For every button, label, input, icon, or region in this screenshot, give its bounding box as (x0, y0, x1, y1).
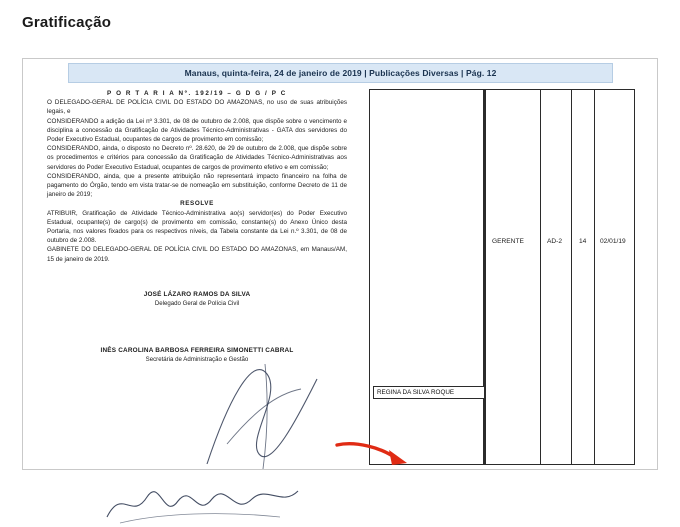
portaria-title: P O R T A R I A Nº. 192/19 – G D G / P C (107, 90, 287, 97)
portaria-paragraph-4: CONSIDERANDO, ainda, que a presente atribuição não representará impacto financeiro na folha de pagamento do Órgão, tendo em vista tratar-se de nomeação em substituição, conforme Decreto de 11 de janeiro de 2019; (47, 172, 347, 199)
table-cell-position: GERENTE (492, 238, 524, 245)
table-cell-date: 02/01/19 (600, 238, 626, 245)
document-header-banner (68, 63, 613, 83)
table-cell-points: 14 (579, 238, 587, 245)
document-frame (22, 58, 658, 470)
signature-name-1: JOSÉ LÁZARO RAMOS DA SILVA (143, 290, 251, 298)
signature-role-2: Secretária de Administração e Gestão (145, 355, 249, 363)
table-cell-name: REGINA DA SILVA ROQUE (377, 389, 455, 396)
portaria-paragraph-3: CONSIDERANDO, ainda, o disposto no Decreto nº. 28.620, de 29 de outubro de 2.008, que dispõe sobre os procedimentos e critérios para concessão da Gratificação de Atividades Técnico-Administrativas aos servidores do Poder Executivo Estadual, ocupantes de cargos de provimento efetivo e em comissão; (47, 145, 347, 171)
resolve-paragraph: ATRIBUIR, Gratificação de Atividade Técnico-Administrativa ao(s) servidor(es) do Poder Executivo Estadual, ocupante(s) de cargo(s) de provimento em comissão, constante(s) do Anexo Único desta Portaria, nos valores fixados para os respectivos níveis, da Tabela constante da Lei n.º 3.301, de 08 de outubro de 2.008. (47, 209, 347, 245)
portaria-paragraph-2: CONSIDERANDO a adição da Lei nº 3.301, de 08 de outubro de 2.008, que dispõe sobre o vencimento e disciplina a concessão da Gratificação de Atividades Técnico-Administrativas - GATA dos servidores do Poder Executivo Estadual, ocupantes de cargos de provimento em comissão; (47, 117, 347, 144)
highlighted-name-cell (373, 386, 485, 399)
portaria-paragraph-1: O DELEGADO-GERAL DE POLÍCIA CIVIL DO ESTADO DO AMAZONAS, no uso de suas atribuições legais, e (47, 99, 347, 116)
handwritten-signature-mark-2 (102, 477, 302, 527)
signature-block-1 (47, 290, 347, 308)
table-column-divider-4 (594, 90, 595, 464)
signature-block-2 (47, 346, 347, 364)
document-header-text: Manaus, quinta-feira, 24 de janeiro de 2019 | Publicações Diversas | Pág. 12 (184, 68, 497, 78)
page-title: Gratificação (22, 14, 112, 31)
document-body (47, 89, 635, 465)
annex-table (369, 89, 635, 465)
closing-paragraph: GABINETE DO DELEGADO-GERAL DE POLÍCIA CIVIL DO ESTADO DO AMAZONAS, em Manaus/AM, 15 de janeiro de 2019. (47, 246, 347, 263)
table-cell-level: AD-2 (547, 238, 563, 245)
signature-role-1: Delegado Geral de Polícia Civil (154, 299, 240, 307)
portaria-text-column (47, 89, 347, 465)
table-column-divider-1 (483, 90, 486, 464)
table-column-divider-2 (540, 90, 541, 464)
resolve-label: RESOLVE (180, 200, 214, 208)
signature-name-2: INÊS CAROLINA BARBOSA FERREIRA SIMONETTI CABRAL (100, 346, 294, 354)
table-column-divider-3 (571, 90, 572, 464)
